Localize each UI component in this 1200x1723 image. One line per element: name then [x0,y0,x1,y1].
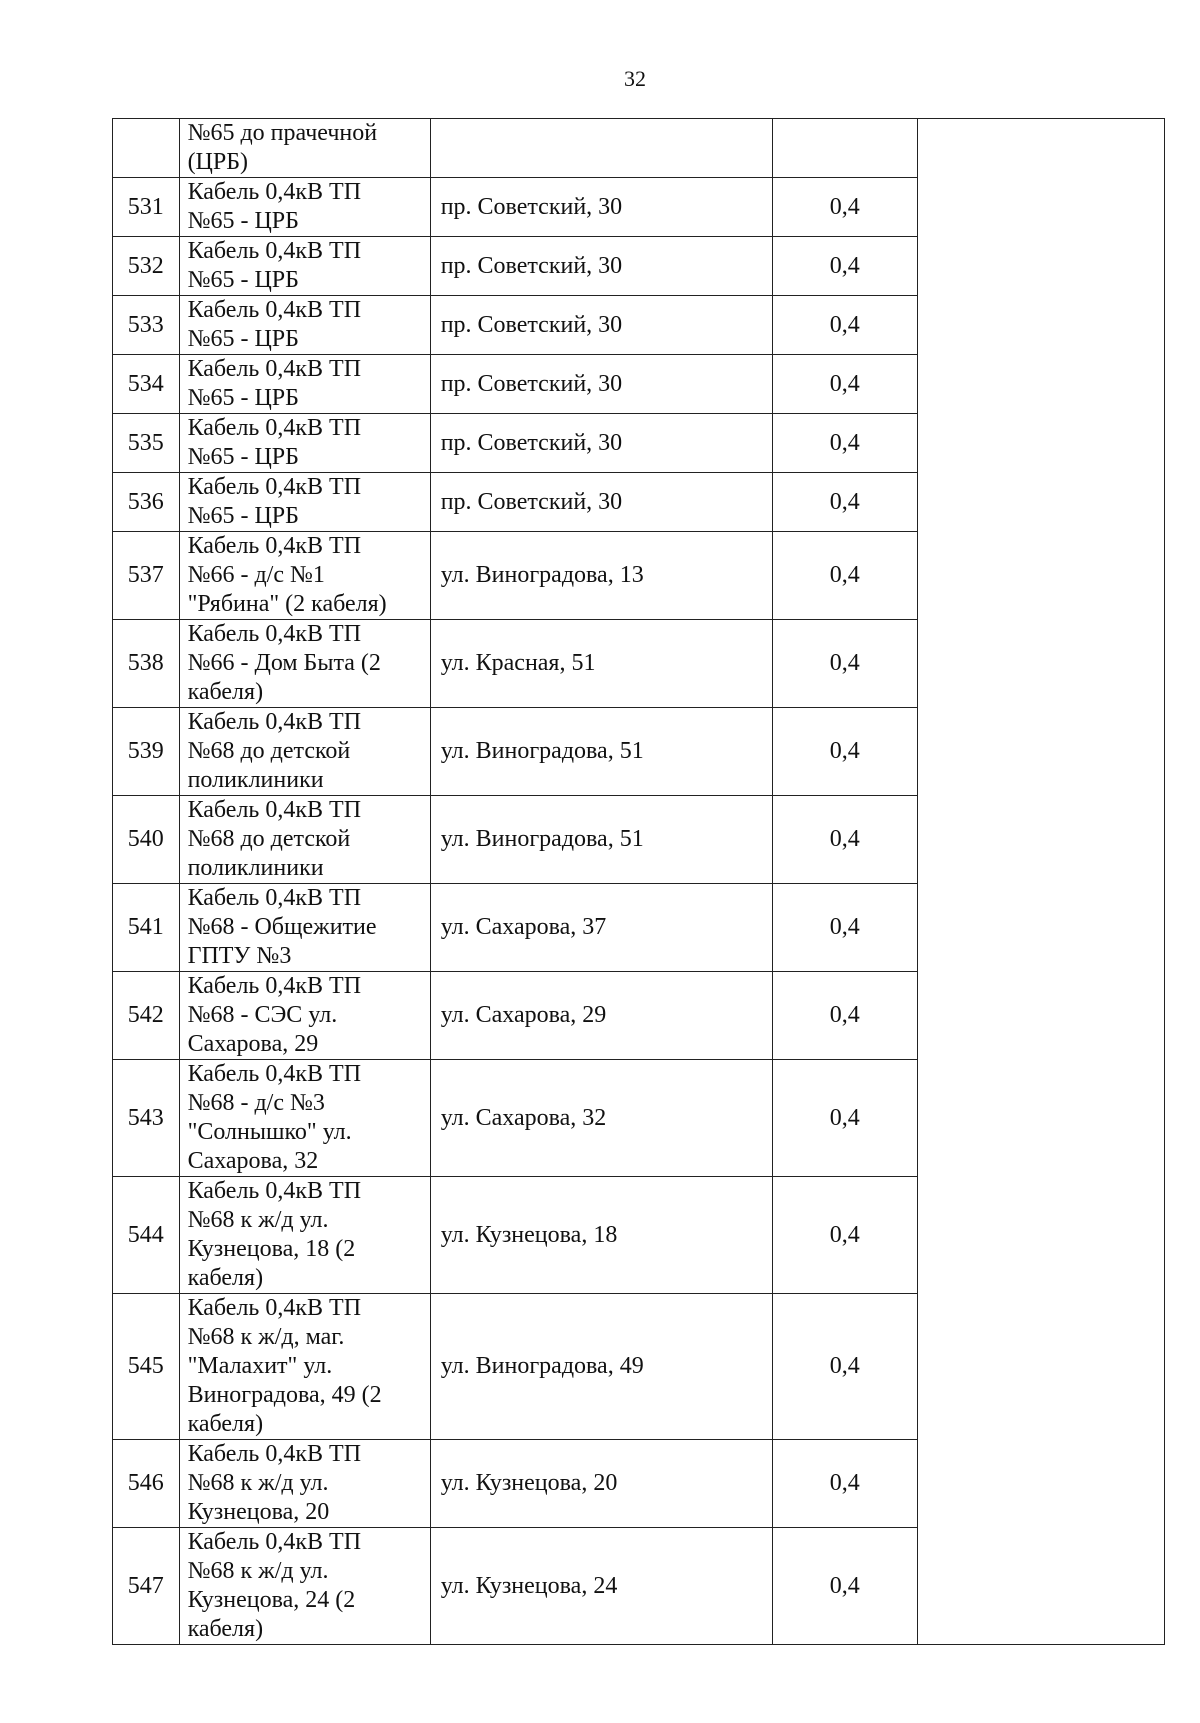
object-name-line: №65 - ЦРБ [187,444,299,470]
object-name-line: Кабель 0,4кВ ТП [187,885,362,911]
object-name-line: Кабель 0,4кВ ТП [187,179,362,205]
empty-notes-cell [917,884,1164,972]
object-name-line: №68 до детской [187,738,351,764]
object-name-line: №65 - ЦРБ [187,267,299,293]
table-row [113,884,1165,972]
object-name-line: Кабель 0,4кВ ТП [187,1529,362,1555]
object-name-line: Кабель 0,4кВ ТП [187,297,362,323]
row-number-cell: 546 [113,1440,180,1528]
object-name-line: (ЦРБ) [187,149,249,175]
empty-notes-cell [917,796,1164,884]
table-row [113,1528,1165,1645]
object-name-line: ГПТУ №3 [187,943,292,969]
empty-notes-cell [917,414,1164,473]
table-row [113,1060,1165,1177]
table-row [113,620,1165,708]
object-name-cell [179,296,430,355]
object-name-line: кабеля) [187,1411,264,1437]
table-row [113,1440,1165,1528]
table-row [113,178,1165,237]
table-row [113,473,1165,532]
address-cell: пр. Советский, 30 [430,296,772,355]
row-number-cell: 541 [113,884,180,972]
empty-notes-cell [917,296,1164,355]
object-name-line: №65 - ЦРБ [187,503,299,529]
empty-notes-cell [917,473,1164,532]
object-name-cell [179,708,430,796]
object-name-cell [179,178,430,237]
address-cell: ул. Виноградова, 49 [430,1294,772,1440]
address-cell: ул. Сахарова, 32 [430,1060,772,1177]
empty-notes-cell [917,1440,1164,1528]
row-number-cell: 531 [113,178,180,237]
row-number-cell: 538 [113,620,180,708]
address-cell: ул. Виноградова, 51 [430,796,772,884]
empty-notes-cell [917,708,1164,796]
object-name-line: Кабель 0,4кВ ТП [187,973,362,999]
empty-notes-cell [917,972,1164,1060]
voltage-cell: 0,4 [772,1440,917,1528]
object-name-cell [179,1294,430,1440]
row-number-cell: 545 [113,1294,180,1440]
object-name-line: Кабель 0,4кВ ТП [187,1061,362,1087]
empty-notes-cell [917,620,1164,708]
table-row [113,1294,1165,1440]
object-name-line: Кабель 0,4кВ ТП [187,238,362,264]
empty-notes-cell [917,1528,1164,1645]
empty-notes-cell [917,532,1164,620]
object-name-line: "Малахит" ул. [187,1353,333,1379]
object-name-line: №68 к ж/д, маг. [187,1324,345,1350]
row-number-cell: 547 [113,1528,180,1645]
row-number-cell: 543 [113,1060,180,1177]
object-name-cell [179,414,430,473]
object-name-line: Кузнецова, 20 [187,1499,330,1525]
object-name-line: Кабель 0,4кВ ТП [187,1178,362,1204]
row-number-cell: 540 [113,796,180,884]
row-number-cell: 533 [113,296,180,355]
address-cell: ул. Кузнецова, 20 [430,1440,772,1528]
object-name-line: №65 - ЦРБ [187,326,299,352]
row-number-cell: 542 [113,972,180,1060]
object-name-cell [179,1440,430,1528]
voltage-cell: 0,4 [772,414,917,473]
object-name-line: поликлиники [187,855,324,881]
object-name-line: Кабель 0,4кВ ТП [187,709,362,735]
object-name-line: №68 к ж/д ул. [187,1207,329,1233]
table-row [113,355,1165,414]
empty-notes-cell [917,178,1164,237]
voltage-cell: 0,4 [772,620,917,708]
row-number-cell: 537 [113,532,180,620]
object-name-line: кабеля) [187,1616,264,1642]
object-name-cell [179,1528,430,1645]
object-name-line: №65 - ЦРБ [187,385,299,411]
object-name-line: Кузнецова, 18 (2 [187,1236,356,1262]
row-number-cell: 535 [113,414,180,473]
empty-notes-cell [917,1177,1164,1294]
empty-notes-cell [917,237,1164,296]
object-name-cell [179,1177,430,1294]
object-name-line: Кабель 0,4кВ ТП [187,1441,362,1467]
voltage-cell: 0,4 [772,296,917,355]
object-name-line: "Рябина" (2 кабеля) [187,591,387,617]
voltage-cell: 0,4 [772,796,917,884]
table-row [113,708,1165,796]
object-name-line: Сахарова, 32 [187,1148,319,1174]
address-cell: ул. Виноградова, 13 [430,532,772,620]
table-row [113,296,1165,355]
address-cell: пр. Советский, 30 [430,237,772,296]
object-name-line: №68 до детской [187,826,351,852]
voltage-cell: 0,4 [772,1294,917,1440]
row-number-cell: 544 [113,1177,180,1294]
object-name-cell [179,237,430,296]
voltage-cell: 0,4 [772,178,917,237]
object-name-line: Кабель 0,4кВ ТП [187,415,362,441]
table-row [113,119,1165,178]
object-name-cell [179,972,430,1060]
object-name-line: Кабель 0,4кВ ТП [187,533,362,559]
table-row [113,237,1165,296]
voltage-cell: 0,4 [772,473,917,532]
object-name-line: №66 - д/с №1 [187,562,325,588]
object-name-line: №68 - Общежитие [187,914,377,940]
voltage-cell [772,119,917,178]
object-name-line: Кабель 0,4кВ ТП [187,797,362,823]
object-name-cell [179,473,430,532]
object-name-line: №65 до прачечной [187,120,378,146]
voltage-cell: 0,4 [772,355,917,414]
object-name-line: Кабель 0,4кВ ТП [187,474,362,500]
voltage-cell: 0,4 [772,532,917,620]
table-body [113,119,1165,1645]
row-number-cell: 539 [113,708,180,796]
address-cell: ул. Сахарова, 37 [430,884,772,972]
object-name-line: №68 - СЭС ул. [187,1002,338,1028]
address-cell: пр. Советский, 30 [430,414,772,473]
address-cell: ул. Кузнецова, 24 [430,1528,772,1645]
table-row [113,796,1165,884]
row-number-cell [113,119,180,178]
table-row [113,532,1165,620]
object-name-line: Сахарова, 29 [187,1031,319,1057]
address-cell [430,119,772,178]
object-name-line: Виноградова, 49 (2 [187,1382,382,1408]
object-name-line: "Солнышко" ул. [187,1119,352,1145]
object-name-line: Кабель 0,4кВ ТП [187,356,362,382]
cable-register-table [112,118,1165,1645]
object-name-line: №68 - д/с №3 [187,1090,325,1116]
voltage-cell: 0,4 [772,1177,917,1294]
object-name-line: №68 к ж/д ул. [187,1558,329,1584]
empty-notes-cell [917,355,1164,414]
address-cell: ул. Кузнецова, 18 [430,1177,772,1294]
address-cell: ул. Красная, 51 [430,620,772,708]
empty-notes-cell [917,1060,1164,1177]
object-name-cell [179,355,430,414]
row-number-cell: 534 [113,355,180,414]
voltage-cell: 0,4 [772,237,917,296]
object-name-cell [179,1060,430,1177]
address-cell: ул. Виноградова, 51 [430,708,772,796]
object-name-line: Кабель 0,4кВ ТП [187,1295,362,1321]
address-cell: пр. Советский, 30 [430,355,772,414]
object-name-line: №68 к ж/д ул. [187,1470,329,1496]
object-name-cell [179,884,430,972]
voltage-cell: 0,4 [772,972,917,1060]
page-number: 32 [624,66,646,91]
voltage-cell: 0,4 [772,1060,917,1177]
voltage-cell: 0,4 [772,708,917,796]
object-name-line: №65 - ЦРБ [187,208,299,234]
empty-notes-cell [917,1294,1164,1440]
object-name-cell [179,532,430,620]
object-name-line: поликлиники [187,767,324,793]
object-name-line: Кузнецова, 24 (2 [187,1587,356,1613]
table-row [113,1177,1165,1294]
object-name-line: Кабель 0,4кВ ТП [187,621,362,647]
table-row [113,972,1165,1060]
object-name-cell [179,620,430,708]
row-number-cell: 532 [113,237,180,296]
object-name-line: кабеля) [187,1265,264,1291]
object-name-cell [179,119,430,178]
object-name-cell [179,796,430,884]
address-cell: ул. Сахарова, 29 [430,972,772,1060]
voltage-cell: 0,4 [772,1528,917,1645]
object-name-line: кабеля) [187,679,264,705]
address-cell: пр. Советский, 30 [430,178,772,237]
row-number-cell: 536 [113,473,180,532]
empty-notes-cell [917,119,1164,178]
object-name-line: №66 - Дом Быта (2 [187,650,381,676]
voltage-cell: 0,4 [772,884,917,972]
address-cell: пр. Советский, 30 [430,473,772,532]
table-row [113,414,1165,473]
